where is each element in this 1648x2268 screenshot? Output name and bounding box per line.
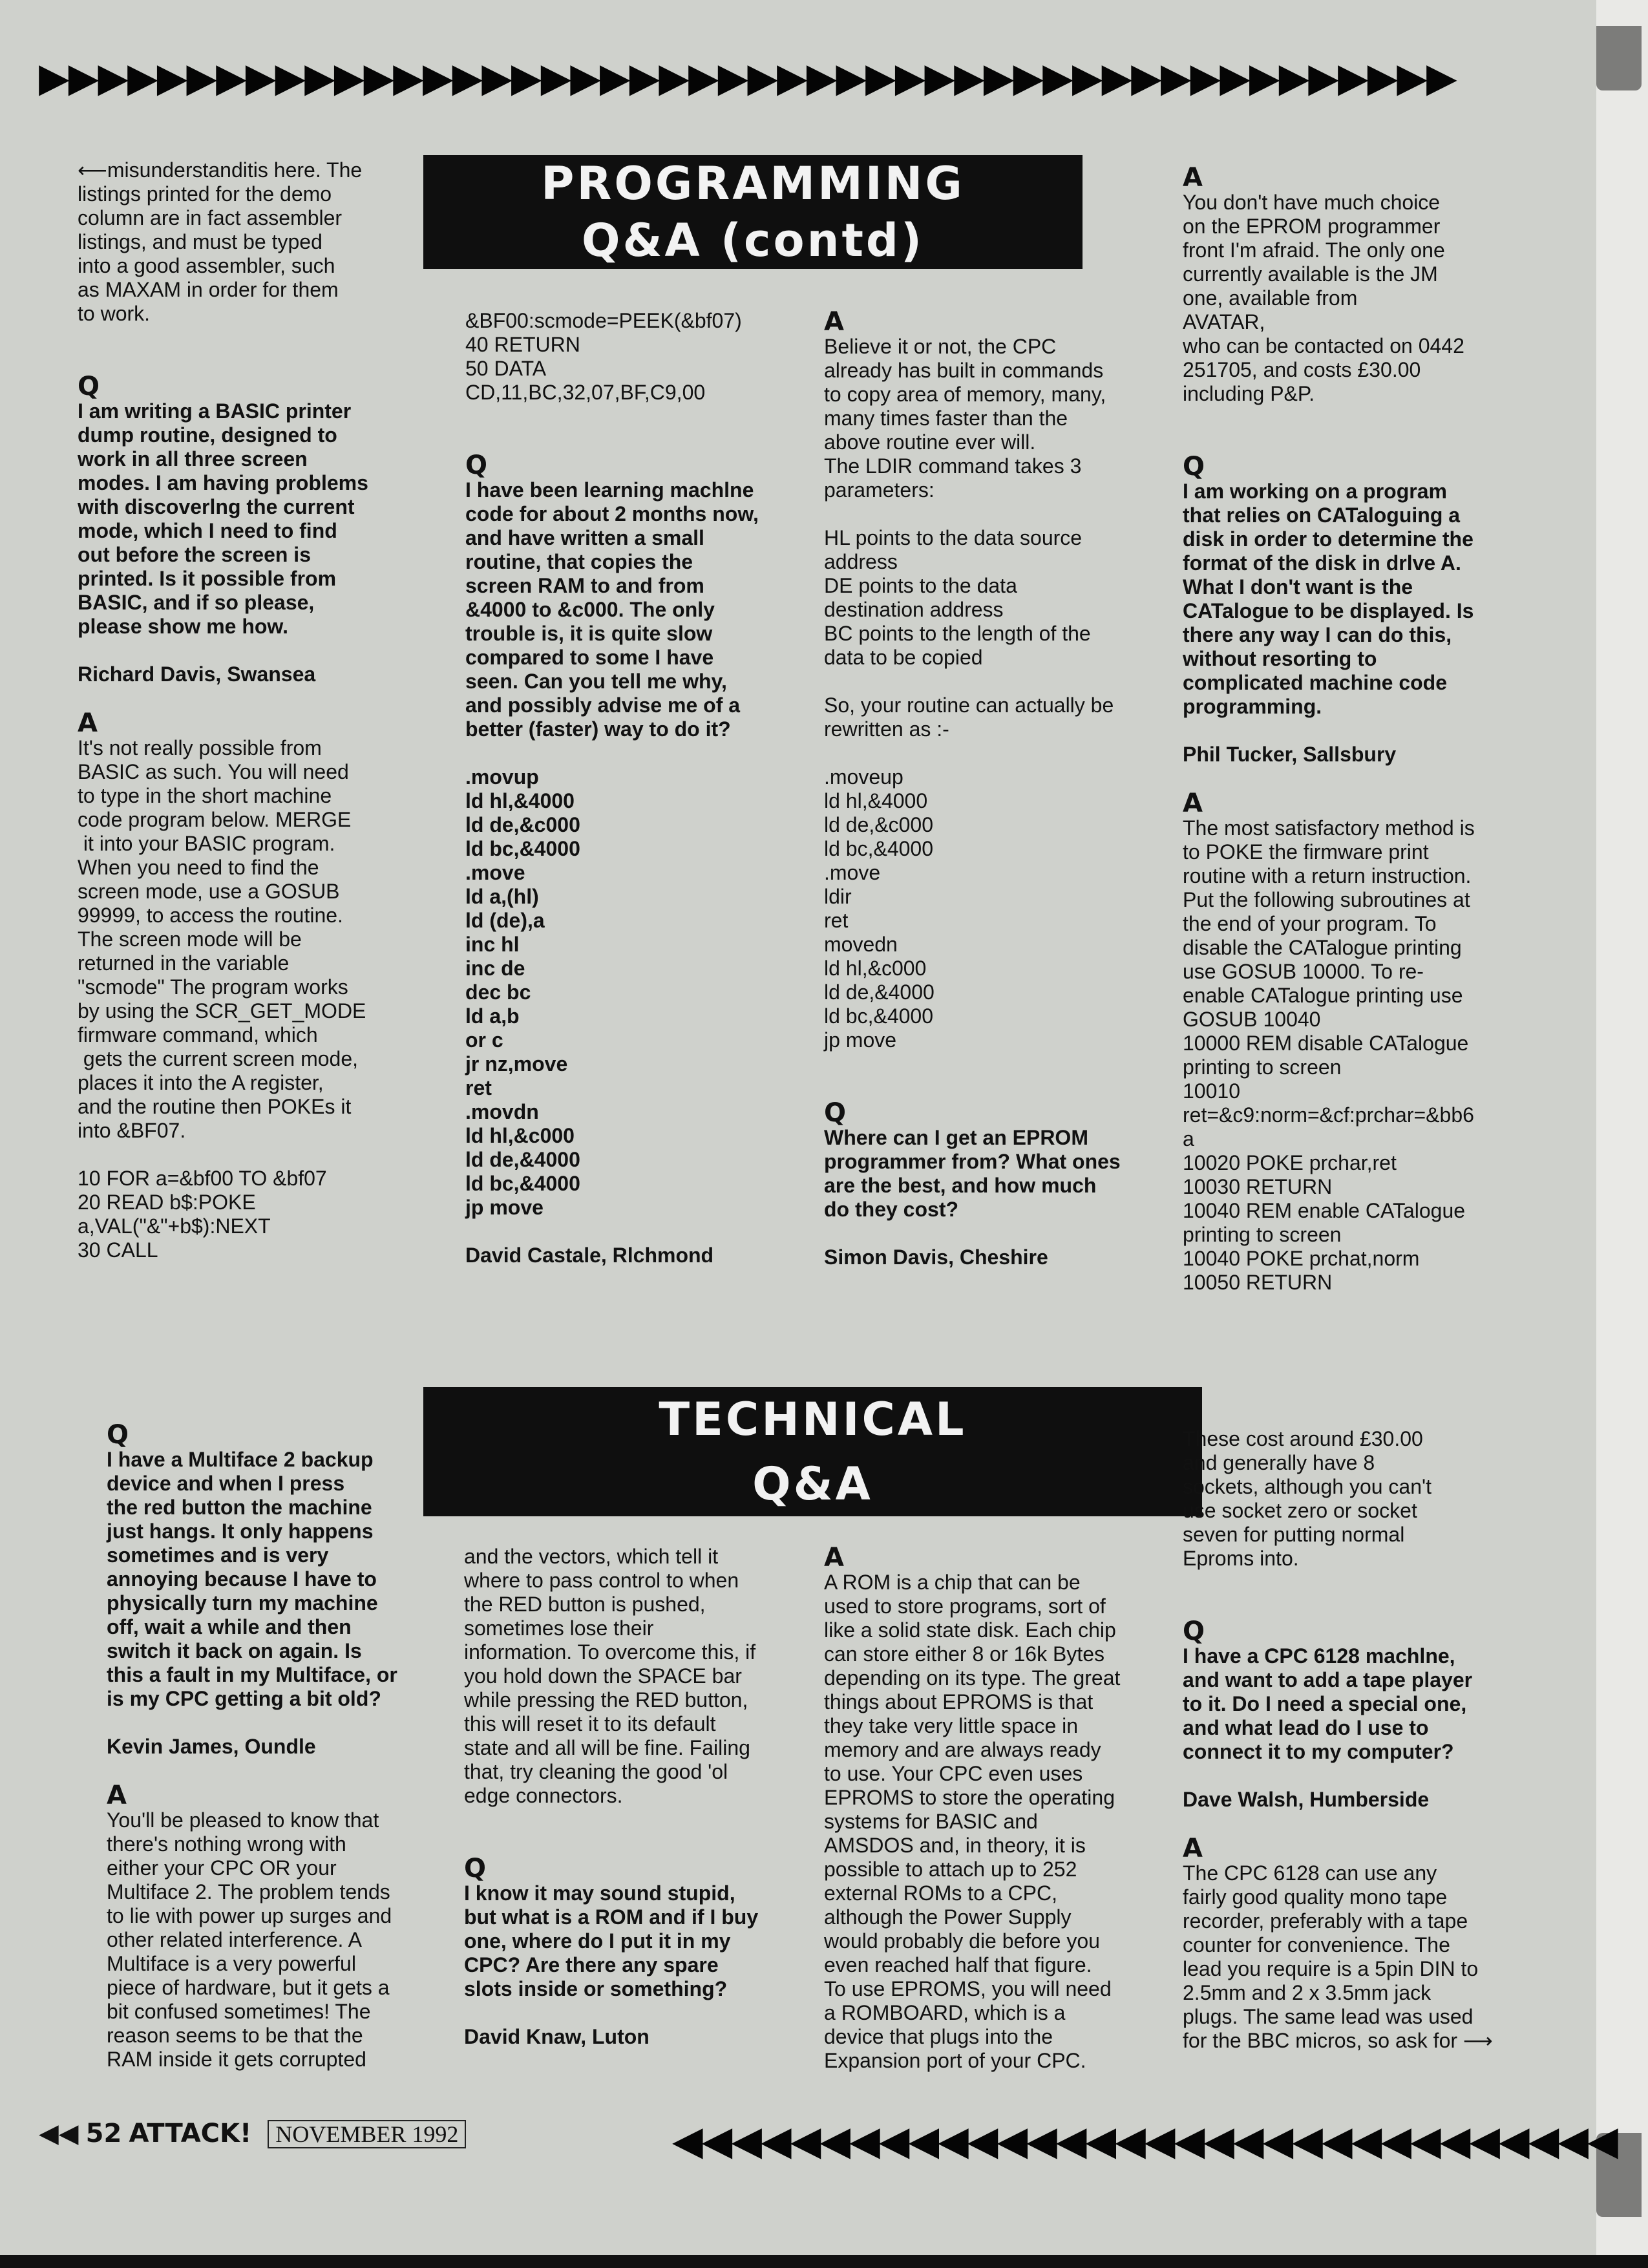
top-column-4 <box>1183 165 1519 1295</box>
question-text: Where can I get an EPROM programmer from? What ones are the best, and how much do they cost? <box>824 1126 1121 1221</box>
rewrite-note: So, your routine can actually be rewritten as :- <box>824 694 1114 741</box>
question-text: I am writing a BASIC printer dump routine, designed to work in all three screen modes. I am having problems with discoverlng the current mode, which I need to find out before the screen is printed. Is it possible from BASIC, and if so please, please show me how. <box>78 399 368 638</box>
question-text: I have a CPC 6128 machlne, and want to add a tape player to it. Do I need a special one, and what lead do I use to connect it to my computer? <box>1183 1644 1473 1763</box>
page-bottom-edge <box>0 2255 1648 2268</box>
answer-text: You'll be pleased to know that there's nothing wrong with either your CPC OR your Multiface 2. The problem tends to lie with power up surges and other related interference. A Multiface is a very powerful piece of hardware, but it gets a bit confused sometimes! The reason seems to be that the RAM inside it gets corrupted <box>107 1808 392 2071</box>
answer-text: A ROM is a chip that can be used to store programs, sort of like a solid state disk. Each chip can store either 8 or 16k Bytes depending on its type. The great things about EPROMS is that they take very little space in memory and are always ready to use. Your CPC even uses EPROMS to store the operating systems for BASIC and AMSDOS and, in theory, it is possible to attach up to 252 external ROMs to a CPC, although the Power Supply would probably die before you even reached half that figure. To use EPROMS, you will need a ROMBOARD, which is a device that plugs into the Expansion port of your CPC. <box>824 1571 1121 2072</box>
magazine-name: ATTACK! <box>129 2119 252 2148</box>
continued-text: ⟵misunderstanditis here. The listings printed for the demo column are in fact assembler listings, and must be typed into a good assembler, such as MAXAM in order for them to work. <box>78 158 363 325</box>
page-footer <box>39 2119 466 2148</box>
basic-listing-continued: &BF00:scmode=PEEK(&bf07) 40 RETURN 50 DATA CD,11,BC,32,07,BF,C9,00 <box>465 309 742 404</box>
bottom-column-1 <box>107 1422 456 2072</box>
issue-date: NOVEMBER 1992 <box>268 2120 466 2148</box>
answer-marker: A <box>1183 163 1203 193</box>
question-author: David Knaw, Luton <box>464 2025 650 2048</box>
answer-text: The CPC 6128 can use any fairly good quality mono tape recorder, preferably with a tape counter for convenience. The lead you require is a 5pin DIN to 2.5mm and 2 x 3.5mm jack plugs. The same lead was used for the BBC micros, so ask for ⟶ <box>1183 1861 1493 2052</box>
answer-text: The most satisfactory method is to POKE the firmware print routine with a return instruction. Put the following subroutines at the end of your program. To disable the CATalogue printing use GOSUB 10000. To re- enable CATalogue printing use GOSUB 10040 10000 REM disable CATalogue printing to screen 10010 ret=&c9:norm=&cf:prchar=&bb6 a 10020 POKE prchar,ret 10030 RETURN 10040 REM enable CATalogue printing to screen 10040 POKE prchat,norm 10050 RETURN <box>1183 816 1475 1294</box>
answer-marker: A <box>824 1543 844 1573</box>
question-text: I have a Multiface 2 backup device and when I press the red button the machine just hangs. It only happens sometimes and is very annoying because I have to physically turn my machine off, wait a while and then switch it back on again. Is this a fault in my Multiface, or is my CPC getting a bit old? <box>107 1448 397 1710</box>
bottom-arrow-border: ◀◀◀◀◀◀◀◀◀◀◀◀◀◀◀◀◀◀◀◀◀◀◀◀◀◀◀◀◀◀◀◀ <box>672 2119 1617 2163</box>
question-marker: Q <box>78 372 100 401</box>
technical-qa-banner <box>423 1387 1202 1516</box>
answer-continued: These cost around £30.00 and generally have 8 sockets, although you can't use socket zero or socket seven for putting normal Eproms into. <box>1183 1427 1432 1570</box>
answer-text: Believe it or not, the CPC already has built in commands to copy area of memory, many, many times faster than the above routine ever will. The LDIR command takes 3 parameters: <box>824 335 1106 502</box>
ldir-parameters: HL points to the data source address DE points to the data destination address BC points to the length of the data to be copied <box>824 526 1091 669</box>
assembler-listing: .moveup ld hl,&4000 ld de,&c000 ld bc,&4000 .move ldir ret movedn ld hl,&c000 ld de,&4000 ld bc,&4000 jp move <box>824 765 935 1052</box>
programming-qa-banner <box>423 155 1083 269</box>
answer-marker: A <box>1183 789 1203 818</box>
question-marker: Q <box>464 1854 487 1883</box>
question-author: Dave Walsh, Humberside <box>1183 1788 1430 1811</box>
question-author: Simon Davis, Cheshire <box>824 1245 1048 1269</box>
answer-marker: A <box>107 1781 127 1810</box>
question-text: I have been learning machlne code for about 2 months now, and have written a small routine, that copies the screen RAM to and from &4000 to &c000. The only trouble is, it is quite slow compared to some I have seen. Can you tell me why, and possibly advise me of a better (faster) way to do it? <box>465 478 759 741</box>
question-text: I know it may sound stupid, but what is a ROM and if I buy one, where do I put it in my CPC? Are there any spare slots inside or something? <box>464 1881 759 2000</box>
answer-continued: and the vectors, which tell it where to pass control to when the RED button is pushed, sometimes lose their information. To overcome this, if you hold down the SPACE bar while pressing the RED button, this will reset it to its default state and all will be fine. Failing that, try cleaning the good 'ol edge connectors. <box>464 1545 756 1807</box>
top-column-1 <box>78 158 439 1262</box>
question-text: I am working on a program that relies on CATaloguing a disk in order to determine the format of the disk in drlve A. What I don't want is the CATalogue to be displayed. Is there any way I can do this, without resorting to complicated machine code programming. <box>1183 480 1474 718</box>
question-marker: Q <box>824 1098 847 1128</box>
question-marker: Q <box>107 1420 129 1450</box>
top-arrow-border: ▶▶▶▶▶▶▶▶▶▶▶▶▶▶▶▶▶▶▶▶▶▶▶▶▶▶▶▶▶▶▶▶▶▶▶▶▶▶▶▶▶▶▶▶▶▶▶▶ <box>39 56 1456 100</box>
answer-marker: A <box>1183 1834 1203 1863</box>
bottom-column-2 <box>464 1545 813 2049</box>
question-author: Richard Davis, Swansea <box>78 662 316 686</box>
assembler-listing: .movup ld hl,&4000 ld de,&c000 ld bc,&4000 .move ld a,(hl) ld (de),a inc hl inc de dec bc ld a,b or c jr nz,move ret .movdn ld hl,&c000 ld de,&4000 ld bc,&4000 jp move <box>465 765 580 1219</box>
question-author: David Castale, Rlchmond <box>465 1244 714 1267</box>
question-marker: Q <box>1183 1616 1205 1646</box>
answer-marker: A <box>78 708 98 738</box>
footer-left-arrows: ◀◀ <box>39 2119 79 2148</box>
page-number: 52 <box>85 2119 122 2148</box>
banner-subtitle: Q&A (contd) <box>581 214 925 267</box>
question-author: Kevin James, Oundle <box>107 1735 316 1758</box>
top-column-3 <box>824 309 1173 1269</box>
page-tab-top <box>1596 26 1642 90</box>
answer-text: You don't have much choice on the EPROM programmer front I'm afraid. The only one currently available is the JM one, available from AVATAR, who can be contacted on 0442 251705, and costs £30.00 including P&P. <box>1183 191 1464 405</box>
banner-title: TECHNICAL <box>659 1393 967 1446</box>
top-column-2 <box>465 309 814 1267</box>
banner-title: PROGRAMMING <box>541 157 965 210</box>
bottom-column-3 <box>824 1545 1173 2073</box>
answer-marker: A <box>824 307 844 337</box>
question-marker: Q <box>465 450 488 480</box>
banner-subtitle: Q&A <box>752 1457 873 1510</box>
question-author: Phil Tucker, Sallsbury <box>1183 743 1397 766</box>
basic-listing: 10 FOR a=&bf00 TO &bf07 20 READ b$:POKE a,VAL("&"+b$):NEXT 30 CALL <box>78 1167 327 1262</box>
page-edge <box>1596 0 1648 2268</box>
bottom-column-4 <box>1183 1427 1519 2053</box>
question-marker: Q <box>1183 452 1205 482</box>
answer-text: It's not really possible from BASIC as such. You will need to type in the short machine code program below. MERGE it into your BASIC program. When you need to find the screen mode, use a GOSUB 99999, to access the routine. The screen mode will be returned in the variable "scmode" The program works by using the SCR_GET_MODE firmware command, which gets the current screen mode, places it into the A register, and the routine then POKEs it into &BF07. <box>78 736 366 1142</box>
